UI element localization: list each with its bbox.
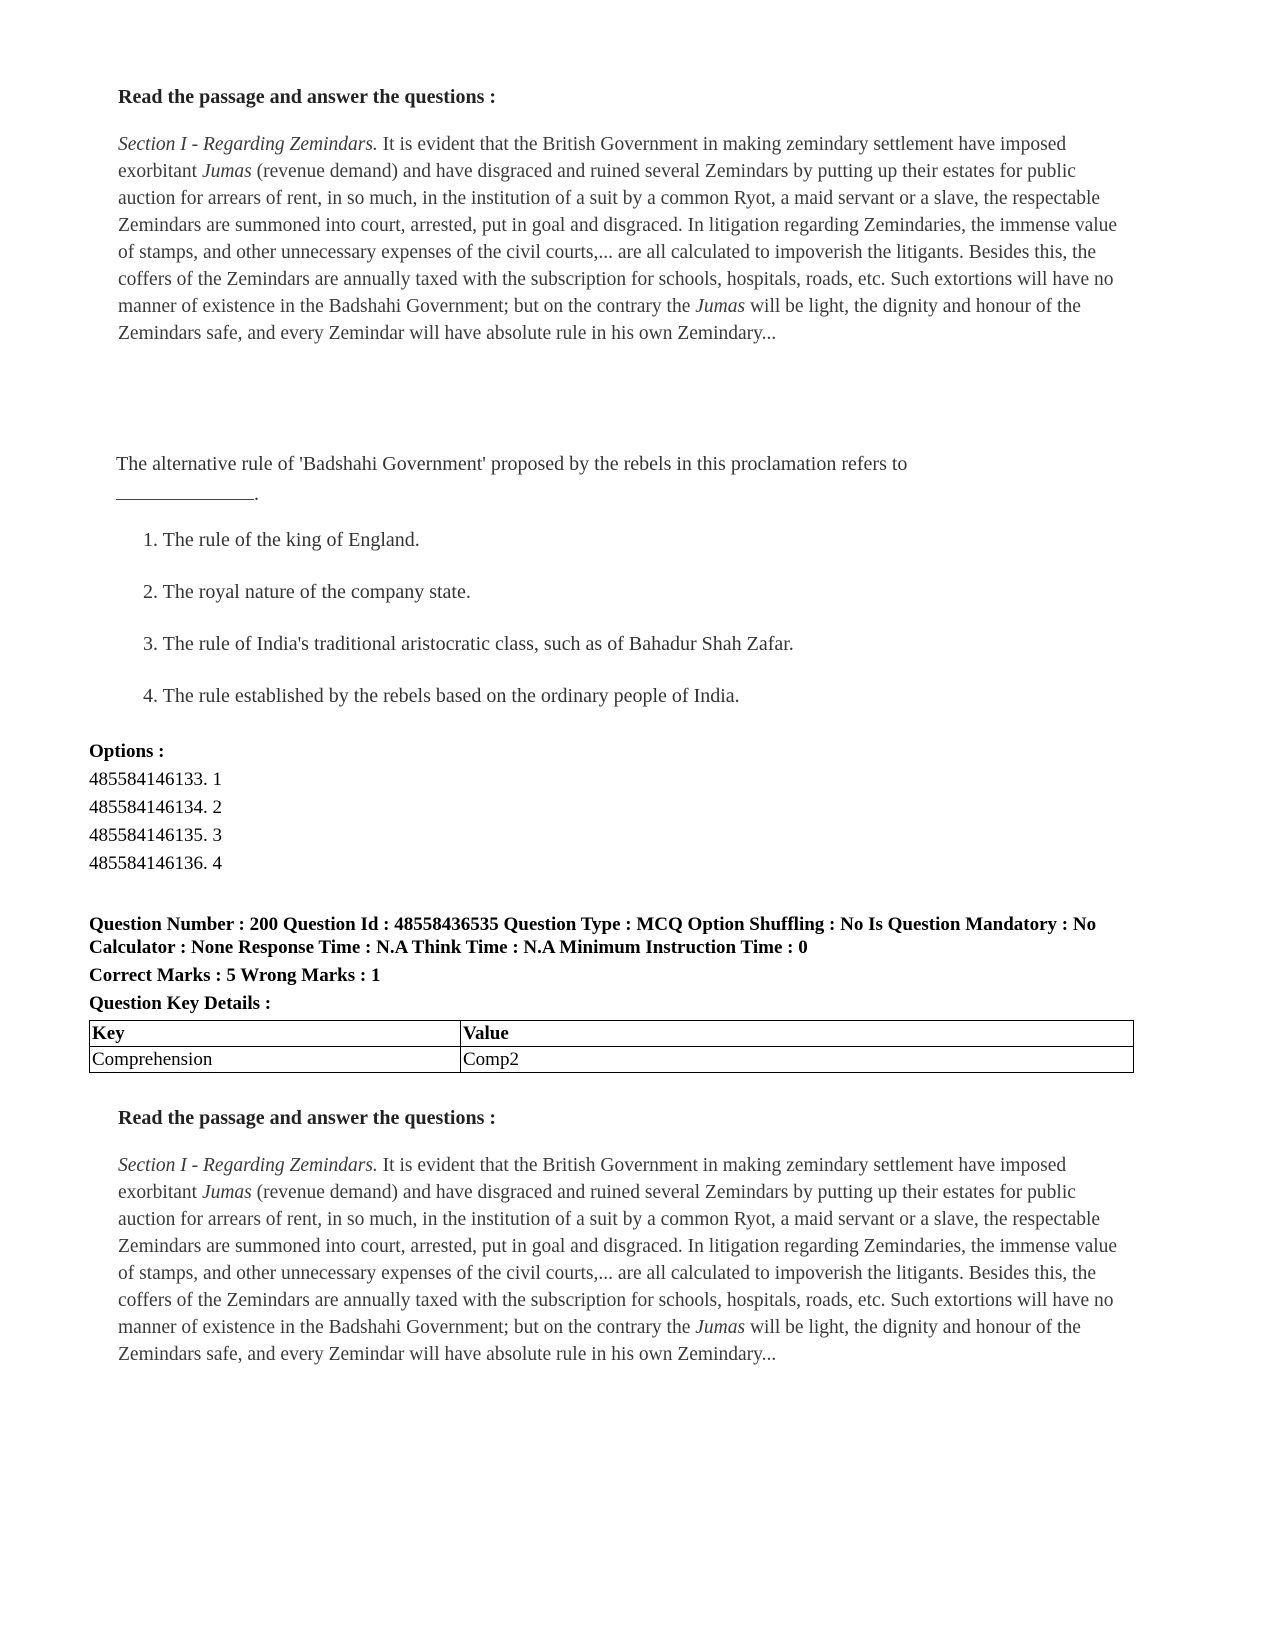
key-details-table <box>89 1020 1134 1073</box>
passage-text-part1: It is evident that the British Government in making zemindary settlement have imposed exorbitant <box>118 1155 1067 1203</box>
table-cell-value: Comp2 <box>461 1047 1134 1073</box>
choice-item: 4. The rule established by the rebels based on the ordinary people of India. <box>143 685 740 707</box>
passage-text <box>118 1152 1138 1368</box>
section-label: Section I - Regarding Zemindars. <box>118 134 378 155</box>
passage-text-part1: It is evident that the British Government in making zemindary settlement have imposed exorbitant <box>118 134 1067 182</box>
passage-text-part2: (revenue demand) and have disgraced and ruined several Zemindars by putting up their estates for public auction for arrears of rent, in so much, in the institution of a suit by a common Ryot, a maid servant or a slave, the respectable Zemindars are summoned into court, arrested, put in goal and disgraced. In litigation regarding Zemindaries, the immense value of stamps, and other unnecessary expenses of the civil courts,... are all calculated to impoverish the litigants. Besides this, the coffers of the Zemindars are annually taxed with the subscription for schools, hospitals, roads, etc. Such extortions will have no manner of existence in the Badshahi Government; but on the contrary the <box>118 161 1118 317</box>
passage-text-part3: will be light, the dignity and honour of the Zemindars safe, and every Zemindar will have absolute rule in his own Zemindary... <box>118 296 1081 344</box>
table-header-row <box>90 1021 1134 1047</box>
choice-list <box>143 525 794 733</box>
option-item: 485584146136. 4 <box>89 853 222 874</box>
table-header-key: Key <box>90 1021 461 1047</box>
passage-image-1 <box>118 86 1138 347</box>
table-row <box>90 1047 1134 1073</box>
section-label: Section I - Regarding Zemindars. <box>118 1155 378 1176</box>
question-meta-line: Question Number : 200 Question Id : 48558436535 Question Type : MCQ Option Shuffling : No Is Question Mandatory : No Calculator : None Response Time : N.A Think Time : N.A Minimum Instruction Time : 0 <box>89 914 1097 958</box>
passage-heading: Read the passage and answer the questions : <box>118 86 497 108</box>
jumas-term: Jumas <box>201 1182 252 1203</box>
question-stem <box>116 449 1136 509</box>
option-item: 485584146133. 1 <box>89 769 222 790</box>
choice-item: 3. The rule of India's traditional aristocratic class, such as of Bahadur Shah Zafar. <box>143 633 794 655</box>
passage-text-part2: (revenue demand) and have disgraced and ruined several Zemindars by putting up their estates for public auction for arrears of rent, in so much, in the institution of a suit by a common Ryot, a maid servant or a slave, the respectable Zemindars are summoned into court, arrested, put in goal and disgraced. In litigation regarding Zemindaries, the immense value of stamps, and other unnecessary expenses of the civil courts,... are all calculated to impoverish the litigants. Besides this, the coffers of the Zemindars are annually taxed with the subscription for schools, hospitals, roads, etc. Such extortions will have no manner of existence in the Badshahi Government; but on the contrary the <box>118 1182 1118 1338</box>
answer-blank <box>116 481 254 500</box>
options-label: Options : <box>89 741 165 762</box>
question-text: The alternative rule of 'Badshahi Government' proposed by the rebels in this proclamation refers to <box>116 453 908 475</box>
jumas-term: Jumas <box>201 161 252 182</box>
marks-line: Correct Marks : 5 Wrong Marks : 1 <box>89 965 381 986</box>
passage-text-part3: will be light, the dignity and honour of the Zemindars safe, and every Zemindar will have absolute rule in his own Zemindary... <box>118 1317 1081 1365</box>
options-block <box>89 738 222 878</box>
passage-text <box>118 131 1138 347</box>
question-meta <box>89 913 1134 1020</box>
key-details-label: Question Key Details : <box>89 993 272 1014</box>
blank-suffix: . <box>254 483 259 505</box>
table-cell-key: Comprehension <box>90 1047 461 1073</box>
choice-item: 2. The royal nature of the company state. <box>143 581 471 603</box>
choice-item: 1. The rule of the king of England. <box>143 529 420 551</box>
option-item: 485584146134. 2 <box>89 797 222 818</box>
table-header-value: Value <box>461 1021 1134 1047</box>
jumas-term: Jumas <box>695 1317 746 1338</box>
passage-image-2 <box>118 1107 1138 1368</box>
option-item: 485584146135. 3 <box>89 825 222 846</box>
passage-heading: Read the passage and answer the questions : <box>118 1107 497 1129</box>
jumas-term: Jumas <box>695 296 746 317</box>
